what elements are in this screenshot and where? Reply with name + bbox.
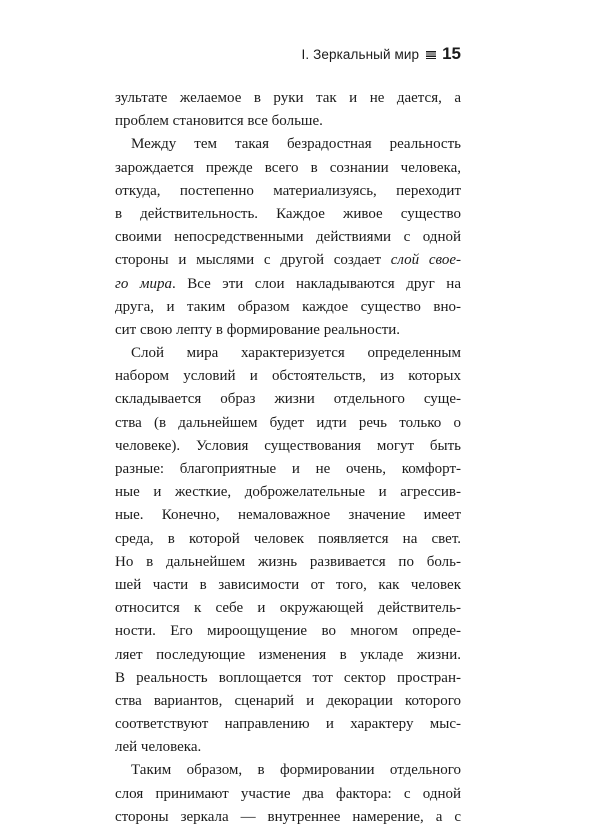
text-line: зарождается прежде всего в сознании человека, (115, 159, 461, 176)
text-line: Но в дальнейшем жизнь развивается по боль- (115, 553, 461, 570)
text-line: Между тем такая безрадостная реальность (131, 136, 461, 153)
text-line: ности. Его мироощущение во многом опреде- (115, 623, 461, 640)
text-line: В реальность воплощается тот сектор простран- (115, 669, 461, 686)
text-line: Таким образом, в формировании отдельного (131, 762, 461, 779)
text-line: набором условий и обстоятельств, из которых (115, 368, 461, 385)
text-line: шей части в зависимости от того, как человек (115, 576, 461, 593)
body-text (115, 87, 461, 829)
text-line: человеке). Условия существования могут быть (115, 437, 461, 454)
text-line: ляет последующие изменения в укладе жизни. (115, 646, 461, 663)
text-line: сит свою лепту в формирование реальности. (115, 321, 401, 338)
italic-term: го мира (115, 275, 172, 292)
paragraph (115, 87, 461, 133)
text-line: относится к себе и окружающей действитель- (115, 600, 461, 617)
text-line: откуда, постепенно материализуясь, переходит (115, 182, 461, 199)
text-line (115, 273, 461, 296)
page-number: 15 (442, 44, 461, 63)
paragraph (115, 133, 461, 342)
text-segment: стороны и мыслями с другой создает (115, 252, 391, 269)
text-line: ства (в дальнейшем будет идти речь только о (115, 414, 461, 431)
text-line: разные: благоприятные и не очень, комфорт- (115, 461, 461, 477)
text-line: соответствуют направлению и характеру мыс- (115, 716, 461, 733)
text-line: друга, и таким образом каждое существо вно- (115, 298, 461, 315)
text-segment: . Все эти слои накладываются друг на (171, 275, 461, 292)
paragraph (115, 759, 461, 829)
text-line: складывается образ жизни отдельного суще- (115, 391, 461, 408)
text-line: слоя принимают участие два фактора: с одной (115, 785, 461, 802)
text-line: проблем становится все больше. (115, 113, 323, 130)
chapter-title: I. Зеркальный мир (301, 47, 420, 62)
text-line (115, 249, 461, 272)
italic-term: слой свое- (390, 252, 461, 269)
text-line: среда, в которой человек появляется на свет. (115, 530, 461, 547)
text-line: лей человека. (115, 739, 202, 756)
text-line: Слой мира характеризуется определенным (131, 345, 461, 362)
running-head (114, 44, 461, 64)
text-line: зультате желаемое в руки так и не дается, а (115, 90, 461, 106)
paragraph (115, 342, 461, 759)
text-line: в действительность. Каждое живое существо (115, 205, 461, 222)
text-line: ства вариантов, сценарий и декорации которого (115, 692, 461, 709)
ornament-square-icon (426, 50, 436, 59)
text-line: ные и жесткие, доброжелательные и агрессив- (115, 484, 461, 501)
text-line: стороны зеркала — внутреннее намерение, а с (115, 808, 461, 825)
text-line: своими непосредственными действиями с одной (115, 229, 461, 246)
text-line: ные. Конечно, немаловажное значение имеет (115, 507, 461, 524)
